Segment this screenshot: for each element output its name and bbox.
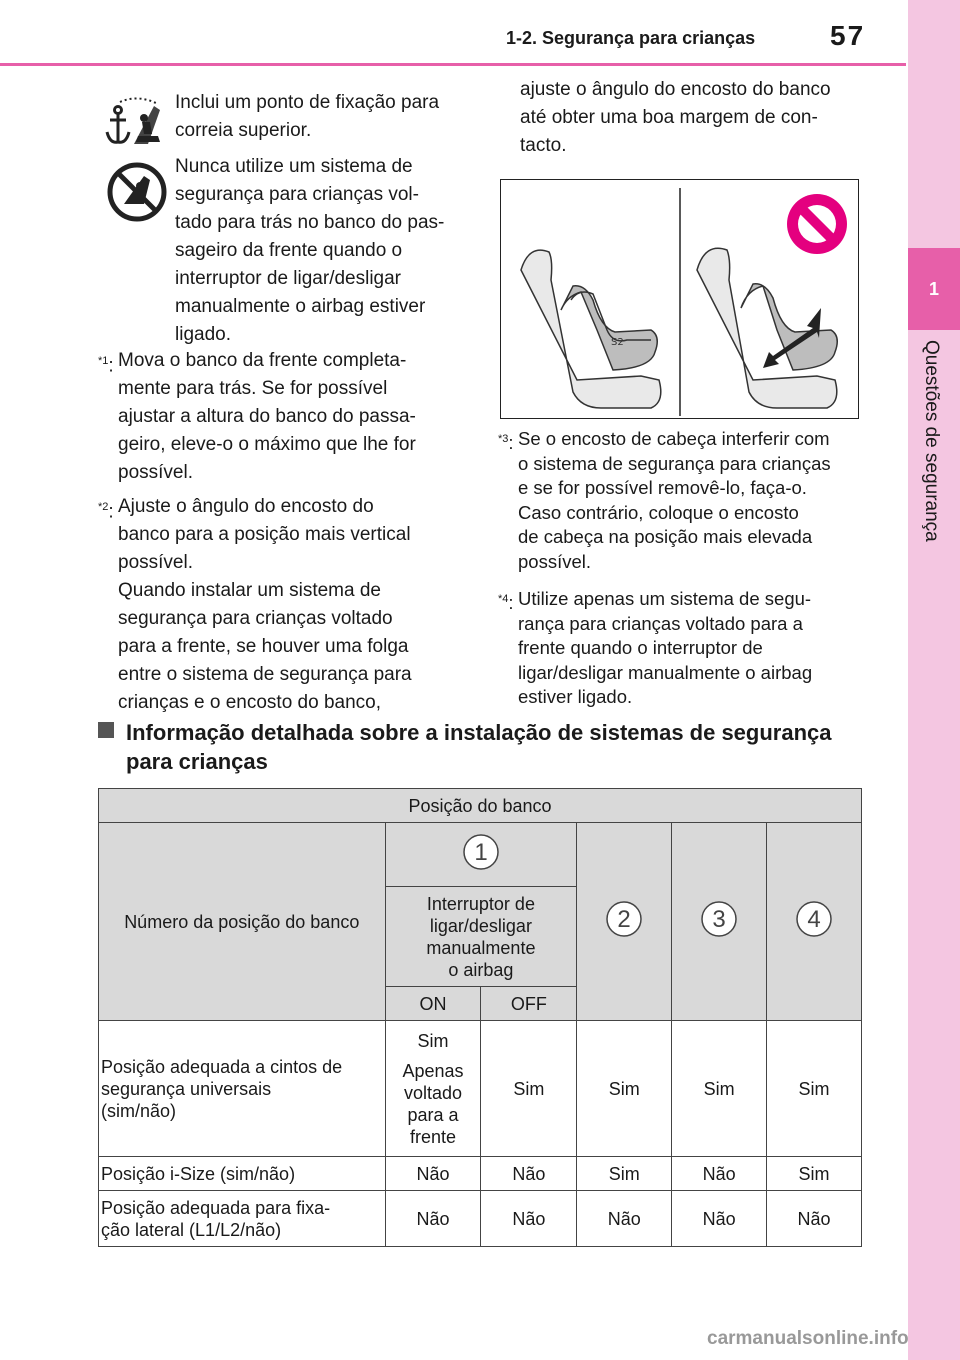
cell-lateral-3: Não (672, 1191, 767, 1247)
cell-universal-off: Sim (481, 1021, 577, 1157)
header-seat-number: Número da posição do banco (99, 823, 386, 1021)
square-bullet-icon (98, 722, 114, 738)
header-pos-4 (767, 823, 862, 1021)
anchor-tether-icon (104, 96, 168, 148)
header-airbag-switch: Interruptor de ligar/desligar manualmente o airbag (385, 887, 577, 987)
cell-lateral-4: Não (767, 1191, 862, 1247)
seat-illustration (500, 179, 859, 419)
cell-isize-2: Sim (577, 1157, 672, 1191)
svg-text:4: 4 (807, 906, 821, 933)
chapter-label: Questões de segurança (921, 340, 942, 542)
cell-universal-4: Sim (767, 1021, 862, 1157)
cell-isize-off: Não (481, 1157, 577, 1191)
cell-isize-on: Não (385, 1157, 481, 1191)
footer-watermark: carmanualsonline.info (707, 1328, 909, 1349)
no-rear-facing-seat-icon (106, 158, 168, 226)
header-rule (0, 63, 906, 66)
number-4-badge (794, 899, 834, 939)
cell-isize-4: Sim (767, 1157, 862, 1191)
cell-universal-on: Sim Apenas voltado para a frente (385, 1021, 481, 1157)
svg-text:3: 3 (712, 906, 726, 933)
seat-position-table (98, 788, 862, 1247)
table-row (99, 1021, 862, 1157)
anchor-icon-text: Inclui um ponto de fixação para correia superior. (175, 92, 440, 141)
section-header: 1-2. Segurança para crianças (506, 28, 756, 48)
note-2-continued: ajuste o ângulo do encosto do banco até obter uma boa margem de con- tacto. (520, 79, 831, 156)
svg-text:1: 1 (474, 839, 488, 866)
row-label-universal: Posição adequada a cintos de segurança universais (sim/não) (99, 1021, 386, 1157)
header-seat-position: Posição do banco (99, 789, 862, 823)
header-on: ON (385, 987, 481, 1021)
svg-text:2: 2 (617, 906, 631, 933)
cell-isize-3: Não (672, 1157, 767, 1191)
page-number: 57 (830, 20, 866, 51)
cell-lateral-off: Não (481, 1191, 577, 1247)
number-2-badge (604, 899, 644, 939)
cell-lateral-2: Não (577, 1191, 672, 1247)
number-3-badge (699, 899, 739, 939)
cell-lateral-on: Não (385, 1191, 481, 1247)
header-pos-2 (577, 823, 672, 1021)
number-1-badge (461, 832, 501, 872)
side-tab (908, 0, 960, 1360)
header-pos-1 (385, 823, 577, 887)
row-label-lateral: Posição adequada para fixa- ção lateral (L1/L2/não) (99, 1191, 386, 1247)
svg-text:S2: S2 (611, 337, 624, 348)
section-heading: Informação detalhada sobre a instalação de sistemas de segurança para crianças (98, 718, 868, 776)
header-pos-3 (672, 823, 767, 1021)
header-off: OFF (481, 987, 577, 1021)
table-row (99, 1191, 862, 1247)
note-1: $^{*1}$: Mova o banco da frente completa- mente para trás. Se for possível ajustar a altura do banco do passa- geiro, eleve-o o máximo que lhe for possível. (98, 350, 416, 483)
chapter-number: 1 (908, 248, 960, 330)
note-3: $^{*3}$: Se o encosto de cabeça interferir com o sistema de segurança para crianças e se for possível removê-lo, faça-o. Caso contrário, coloque o encosto de cabeça na posição mais elevada possível. (498, 428, 831, 572)
prohibit-icon-text: Nunca utilize um sistema de segurança para crianças vol- tado para trás no banco do pas- sageiro da frente quando o interruptor de ligar/desligar manualmente o airbag estiver ligado. (175, 156, 445, 345)
cell-universal-3: Sim (672, 1021, 767, 1157)
table-row (99, 1157, 862, 1191)
row-label-isize: Posição i-Size (sim/não) (99, 1157, 386, 1191)
note-2: $^{*2}$: Ajuste o ângulo do encosto do banco para a posição mais vertical possível. Quando instalar um sistema de segurança para crianças voltado para a frente, se houver uma folga entre o sistema de segurança para crianças e o encosto do banco, (98, 496, 412, 713)
cell-universal-2: Sim (577, 1021, 672, 1157)
note-4: $^{*4}$: Utilize apenas um sistema de segu- rança para crianças voltado para a frente quando o interruptor de ligar/desligar manualmente o airbag estiver ligado. (498, 588, 813, 707)
seat-adjustment-figure (501, 180, 857, 417)
